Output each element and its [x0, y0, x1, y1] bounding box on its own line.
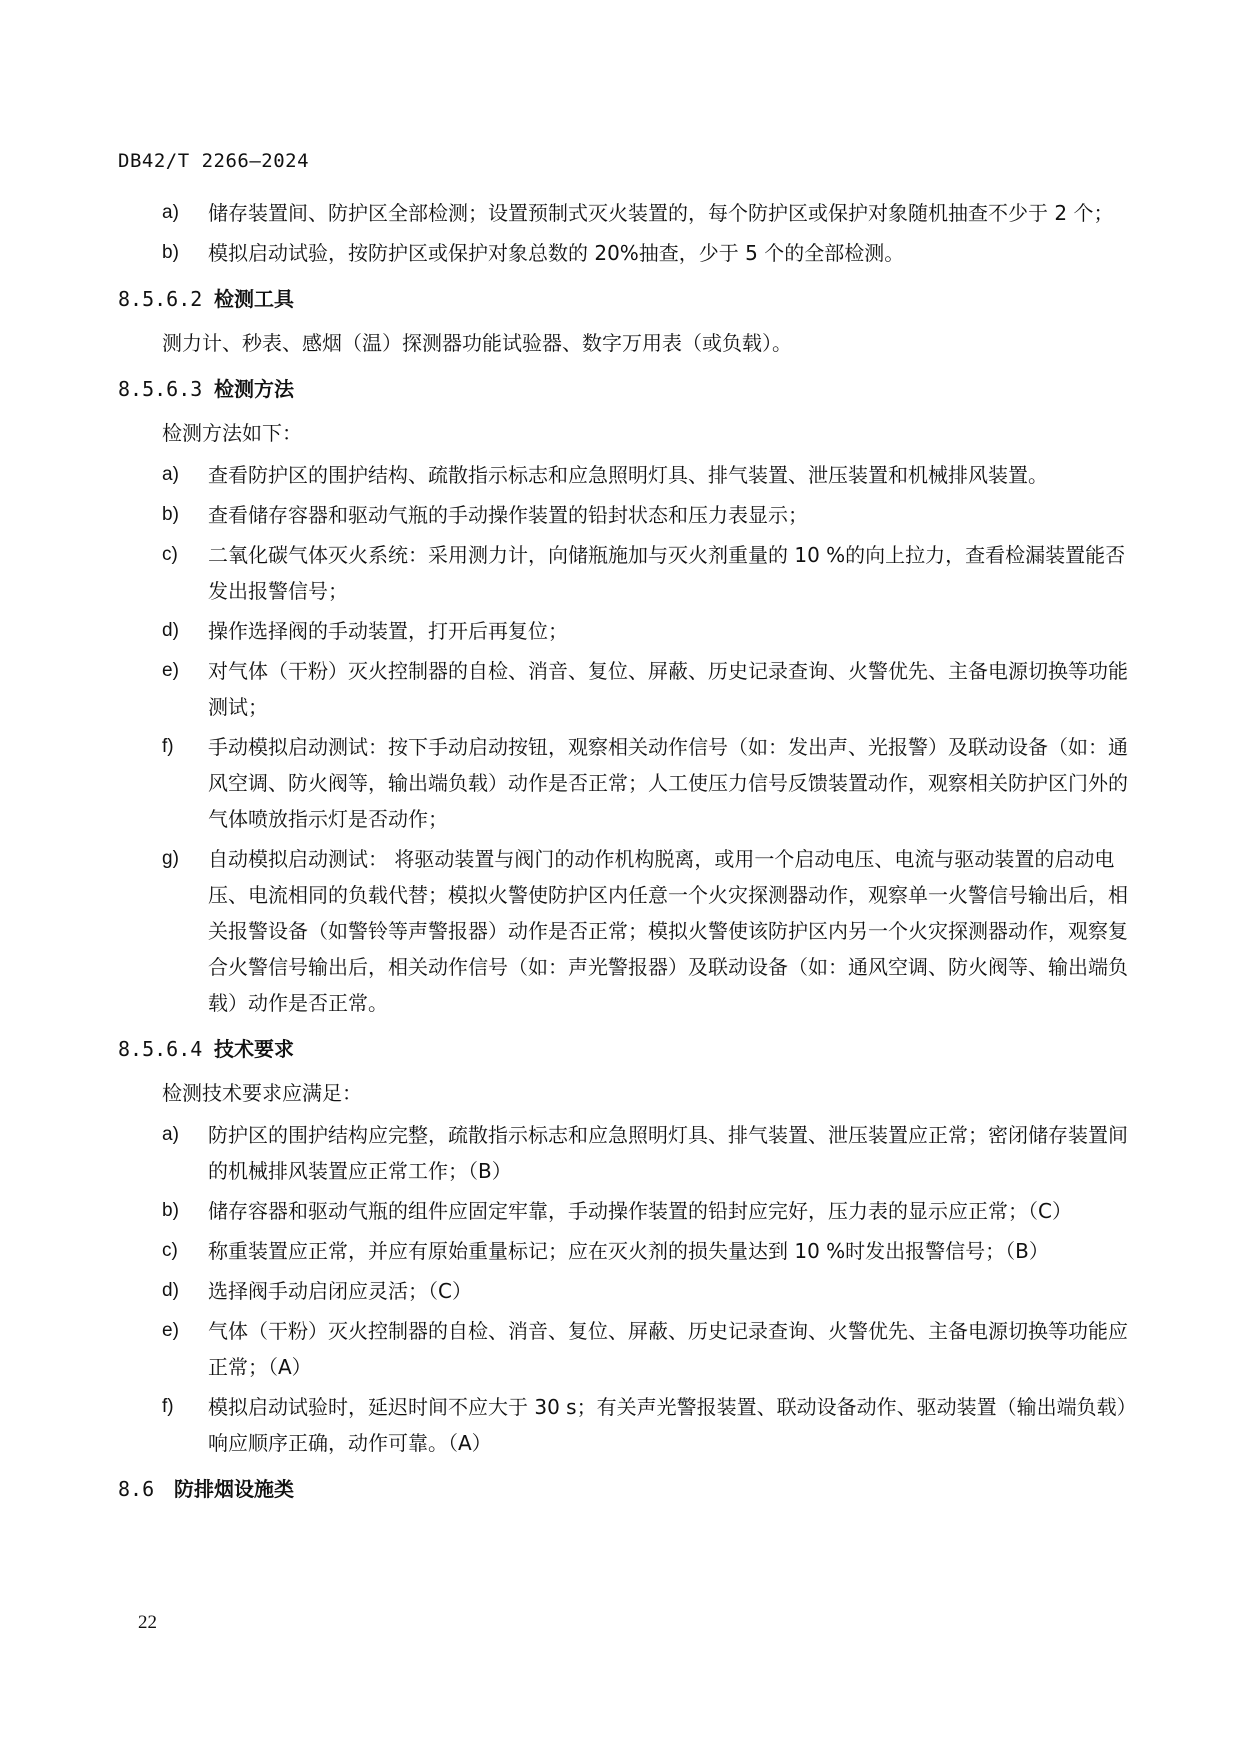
- page-body: [118, 195, 1128, 1513]
- methods-list: [118, 457, 1128, 1021]
- list-item: d) 选择阀手动启闭应灵活；（C）: [162, 1279, 472, 1303]
- methods-intro: 检测方法如下：: [162, 421, 302, 445]
- list-item: e) 对气体（干粉）灭火控制器的自检、消音、复位、屏蔽、历史记录查询、火警优先、主备电源切换等功能测试；: [162, 659, 1128, 719]
- list-item: f) 手动模拟启动测试：按下手动启动按钮，观察相关动作信号（如：发出声、光报警）及联动设备（如：通风空调、防火阀等，输出端负载）动作是否正常；人工使压力信号反馈装置动作，观察相关防护区门外的气体喷放指示灯是否动作；: [162, 735, 1128, 831]
- list-item: b) 模拟启动试验，按防护区或保护对象总数的 20%抽查，少于 5 个的全部检测。: [162, 241, 905, 265]
- list-item: a) 查看防护区的围护结构、疏散指示标志和应急照明灯具、排气装置、泄压装置和机械排风装置。: [162, 463, 1048, 487]
- section-heading-8-5-6-4: 8.5.6.4 技术要求: [118, 1037, 294, 1061]
- requirements-intro: 检测技术要求应满足：: [162, 1081, 362, 1105]
- tools-paragraph: 测力计、秒表、感烟（温）探测器功能试验器、数字万用表（或负载）。: [162, 331, 792, 355]
- section-heading-8-6: 8.6 防排烟设施类: [118, 1477, 294, 1501]
- list-item: g) 自动模拟启动测试： 将驱动装置与阀门的动作机构脱离，或用一个启动电压、电流与驱动装置的启动电压、电流相同的负载代替；模拟火警使防护区内任意一个火灾探测器动作，观察单一火警信号输出后，相关报警设备（如警铃等声警报器）动作是否正常；模拟火警使该防护区内另一个火灾探测器动作，观察复合火警信号输出后，相关动作信号（如：声光警报器）及联动设备（如：通风空调、防火阀等、输出端负载）动作是否正常。: [162, 847, 1128, 1015]
- list-item: c) 二氧化碳气体灭火系统：采用测力计，向储瓶施加与灭火剂重量的 10 %的向上拉力，查看检漏装置能否发出报警信号；: [162, 543, 1126, 603]
- list-item: a) 储存装置间、防护区全部检测；设置预制式灭火装置的，每个防护区或保护对象随机抽查不少于 2 个；: [162, 201, 1114, 225]
- page-number: 22: [138, 1612, 157, 1633]
- section-heading-8-5-6-3: 8.5.6.3 检测方法: [118, 377, 294, 401]
- document-code: DB42/T 2266—2024: [118, 150, 310, 172]
- sampling-list: [118, 195, 1128, 271]
- list-item: c) 称重装置应正常，并应有原始重量标记；应在灭火剂的损失量达到 10 %时发出报警信号；（B）: [162, 1239, 1049, 1263]
- list-item: d) 操作选择阀的手动装置，打开后再复位；: [162, 619, 568, 643]
- list-item: e) 气体（干粉）灭火控制器的自检、消音、复位、屏蔽、历史记录查询、火警优先、主备电源切换等功能应正常；（A）: [162, 1319, 1128, 1379]
- section-heading-8-5-6-2: 8.5.6.2 检测工具: [118, 287, 294, 311]
- list-item: a) 防护区的围护结构应完整，疏散指示标志和应急照明灯具、排气装置、泄压装置应正常；密闭储存装置间的机械排风装置应正常工作；（B）: [162, 1123, 1128, 1183]
- list-item: f) 模拟启动试验时，延迟时间不应大于 30 s；有关声光警报装置、联动设备动作、驱动装置（输出端负载）响应顺序正确，动作可靠。（A）: [162, 1395, 1127, 1455]
- list-item: b) 查看储存容器和驱动气瓶的手动操作装置的铅封状态和压力表显示；: [162, 503, 808, 527]
- list-item: b) 储存容器和驱动气瓶的组件应固定牢靠，手动操作装置的铅封应完好，压力表的显示应正常；（C）: [162, 1199, 1072, 1223]
- requirements-list: [118, 1117, 1128, 1461]
